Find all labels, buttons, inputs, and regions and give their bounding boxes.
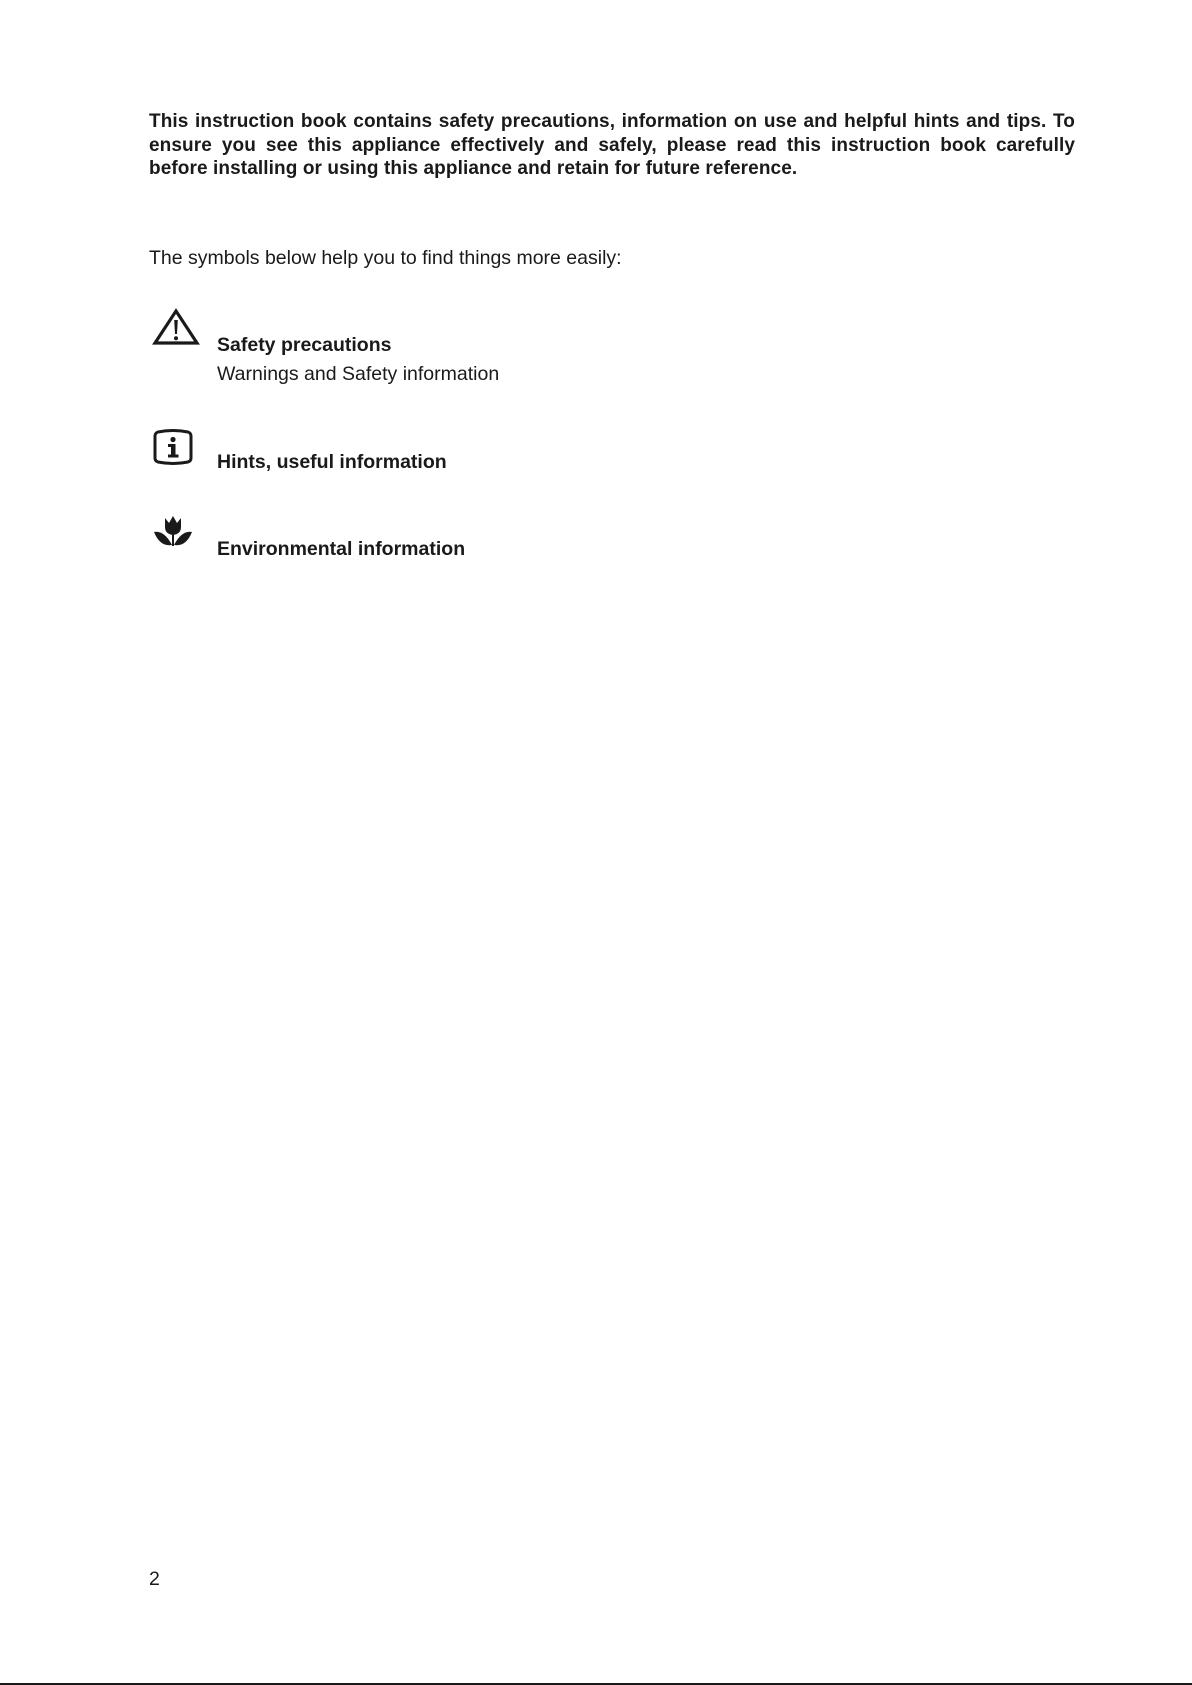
info-icon: [152, 429, 194, 465]
symbol-title-safety: Safety precautions: [217, 334, 392, 356]
symbol-title-hints: Hints, useful information: [217, 451, 447, 473]
intro-paragraph: This instruction book contains safety precautions, information on use and helpful hints and tips. To ensure you see this appliance effectively and safely, please read this instruction book carefully before installing or using this appliance and retain for future reference.: [149, 111, 1075, 179]
symbol-title-environment: Environmental information: [217, 538, 466, 560]
symbol-desc-safety: Warnings and Safety information: [217, 363, 500, 385]
flower-icon: [152, 514, 194, 550]
warning-triangle-icon: [152, 308, 200, 346]
page-number: 2: [149, 1568, 160, 1590]
symbols-lead-text: The symbols below help you to find things more easily:: [149, 247, 622, 269]
